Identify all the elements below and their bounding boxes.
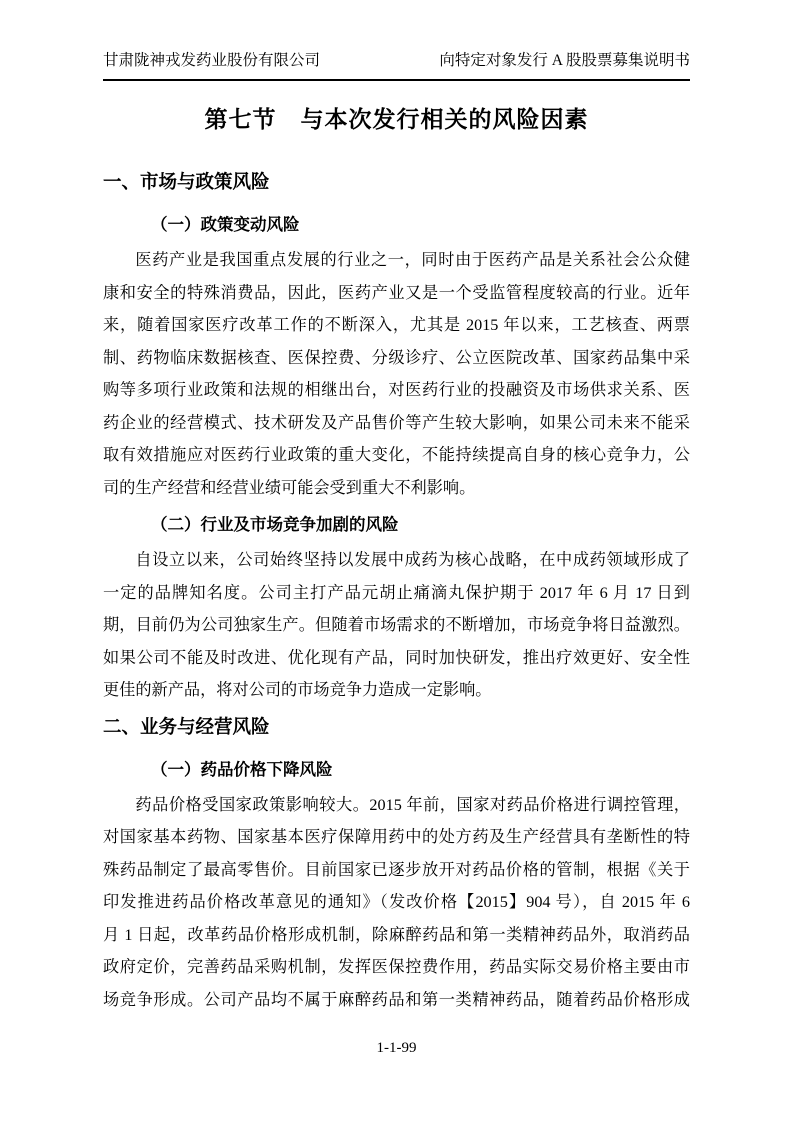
paragraph-line: 殊药品制定了最高零售价。目前国家已逐步放开对药品价格的管制，根据《关于 xyxy=(103,860,690,879)
paragraph-line: 医药产业是我国重点发展的行业之一，同时由于医药产品是关系社会公众健 xyxy=(135,251,690,269)
page-footer xyxy=(0,1038,793,1058)
subsection-heading: （一）药品价格下降风险 xyxy=(151,760,333,779)
paragraph-line: 场竞争形成。公司产品均不属于麻醉药品和第一类精神药品，随着药品价格形成 xyxy=(103,990,690,1009)
paragraph-line: 司的生产经营和经营业绩可能会受到重大不利影响。 xyxy=(103,478,476,497)
paragraph-line: 自设立以来，公司始终坚持以发展中成药为核心战略，在中成药领域形成了 xyxy=(135,551,690,569)
paragraph-line: 印发推进药品价格改革意见的通知》（发改价格【2015】904 号），自 2015 年 6 xyxy=(103,893,690,911)
paragraph-line: 制、药物临床数据核查、医保控费、分级诊疗、公立医院改革、国家药品集中采 xyxy=(103,348,690,367)
paragraph-line: 月 1 日起，改革药品价格形成机制，除麻醉药品和第一类精神药品外，取消药品 xyxy=(103,925,690,944)
paragraph-line: 如果公司不能及时改进、优化现有产品，同时加快研发，推出疗效更好、安全性 xyxy=(103,648,690,667)
paragraph-line: 政府定价，完善药品采购机制，发挥医保控费作用，药品实际交易价格主要由市 xyxy=(103,958,690,976)
header-company-name: 甘肃陇神戎发药业股份有限公司 xyxy=(103,52,321,69)
sections-container xyxy=(103,172,690,1016)
paragraph-line: 更佳的新产品，将对公司的市场竞争力造成一定影响。 xyxy=(103,681,492,699)
paragraph-line: 期，目前仍为公司独家生产。但随着市场需求的不断增加，市场竞争将日益激烈。 xyxy=(103,616,690,634)
paragraph-line: 康和安全的特殊消费品，因此，医药产业又是一个受监管程度较高的行业。近年 xyxy=(103,283,690,302)
paragraph-line: 药品价格受国家政策影响较大。2015 年前，国家对药品价格进行调控管理， xyxy=(135,795,690,814)
paragraph-line: 药企业的经营模式、技术研发及产品售价等产生较大影响，如果公司未来不能采 xyxy=(103,413,690,432)
header-doc-type: 向特定对象发行 A 股股票募集说明书 xyxy=(439,52,690,69)
paragraph-line: 一定的品牌知名度。公司主打产品元胡止痛滴丸保护期于 2017 年 6 月 17 日到 xyxy=(103,583,690,602)
subsection-heading: （一）政策变动风险 xyxy=(151,216,300,234)
subsection-heading: （二）行业及市场竞争加剧的风险 xyxy=(151,516,399,534)
paragraph-line: 对国家基本药物、国家基本医疗保障用药中的处方药及生产经营具有垄断性的特 xyxy=(103,828,690,846)
paragraph xyxy=(103,544,690,707)
section-heading: 二、业务与经营风险 xyxy=(103,715,270,737)
paragraph-line: 取有效措施应对医药行业政策的重大变化，不能持续提高自身的核心竞争力，公 xyxy=(103,446,690,464)
document-body xyxy=(103,0,690,1016)
paragraph xyxy=(103,244,690,504)
paragraph xyxy=(103,789,690,1017)
paragraph-line: 购等多项行业政策和法规的相继出台，对医药行业的投融资及市场供求关系、医 xyxy=(103,381,690,399)
page-number: 1-1-99 xyxy=(376,1040,417,1056)
chapter-title: 第七节 与本次发行相关的风险因素 xyxy=(204,106,589,132)
paragraph-line: 来，随着国家医疗改革工作的不断深入，尤其是 2015 年以来，工艺核查、两票 xyxy=(103,316,690,334)
section-heading: 一、市场与政策风险 xyxy=(103,171,270,192)
